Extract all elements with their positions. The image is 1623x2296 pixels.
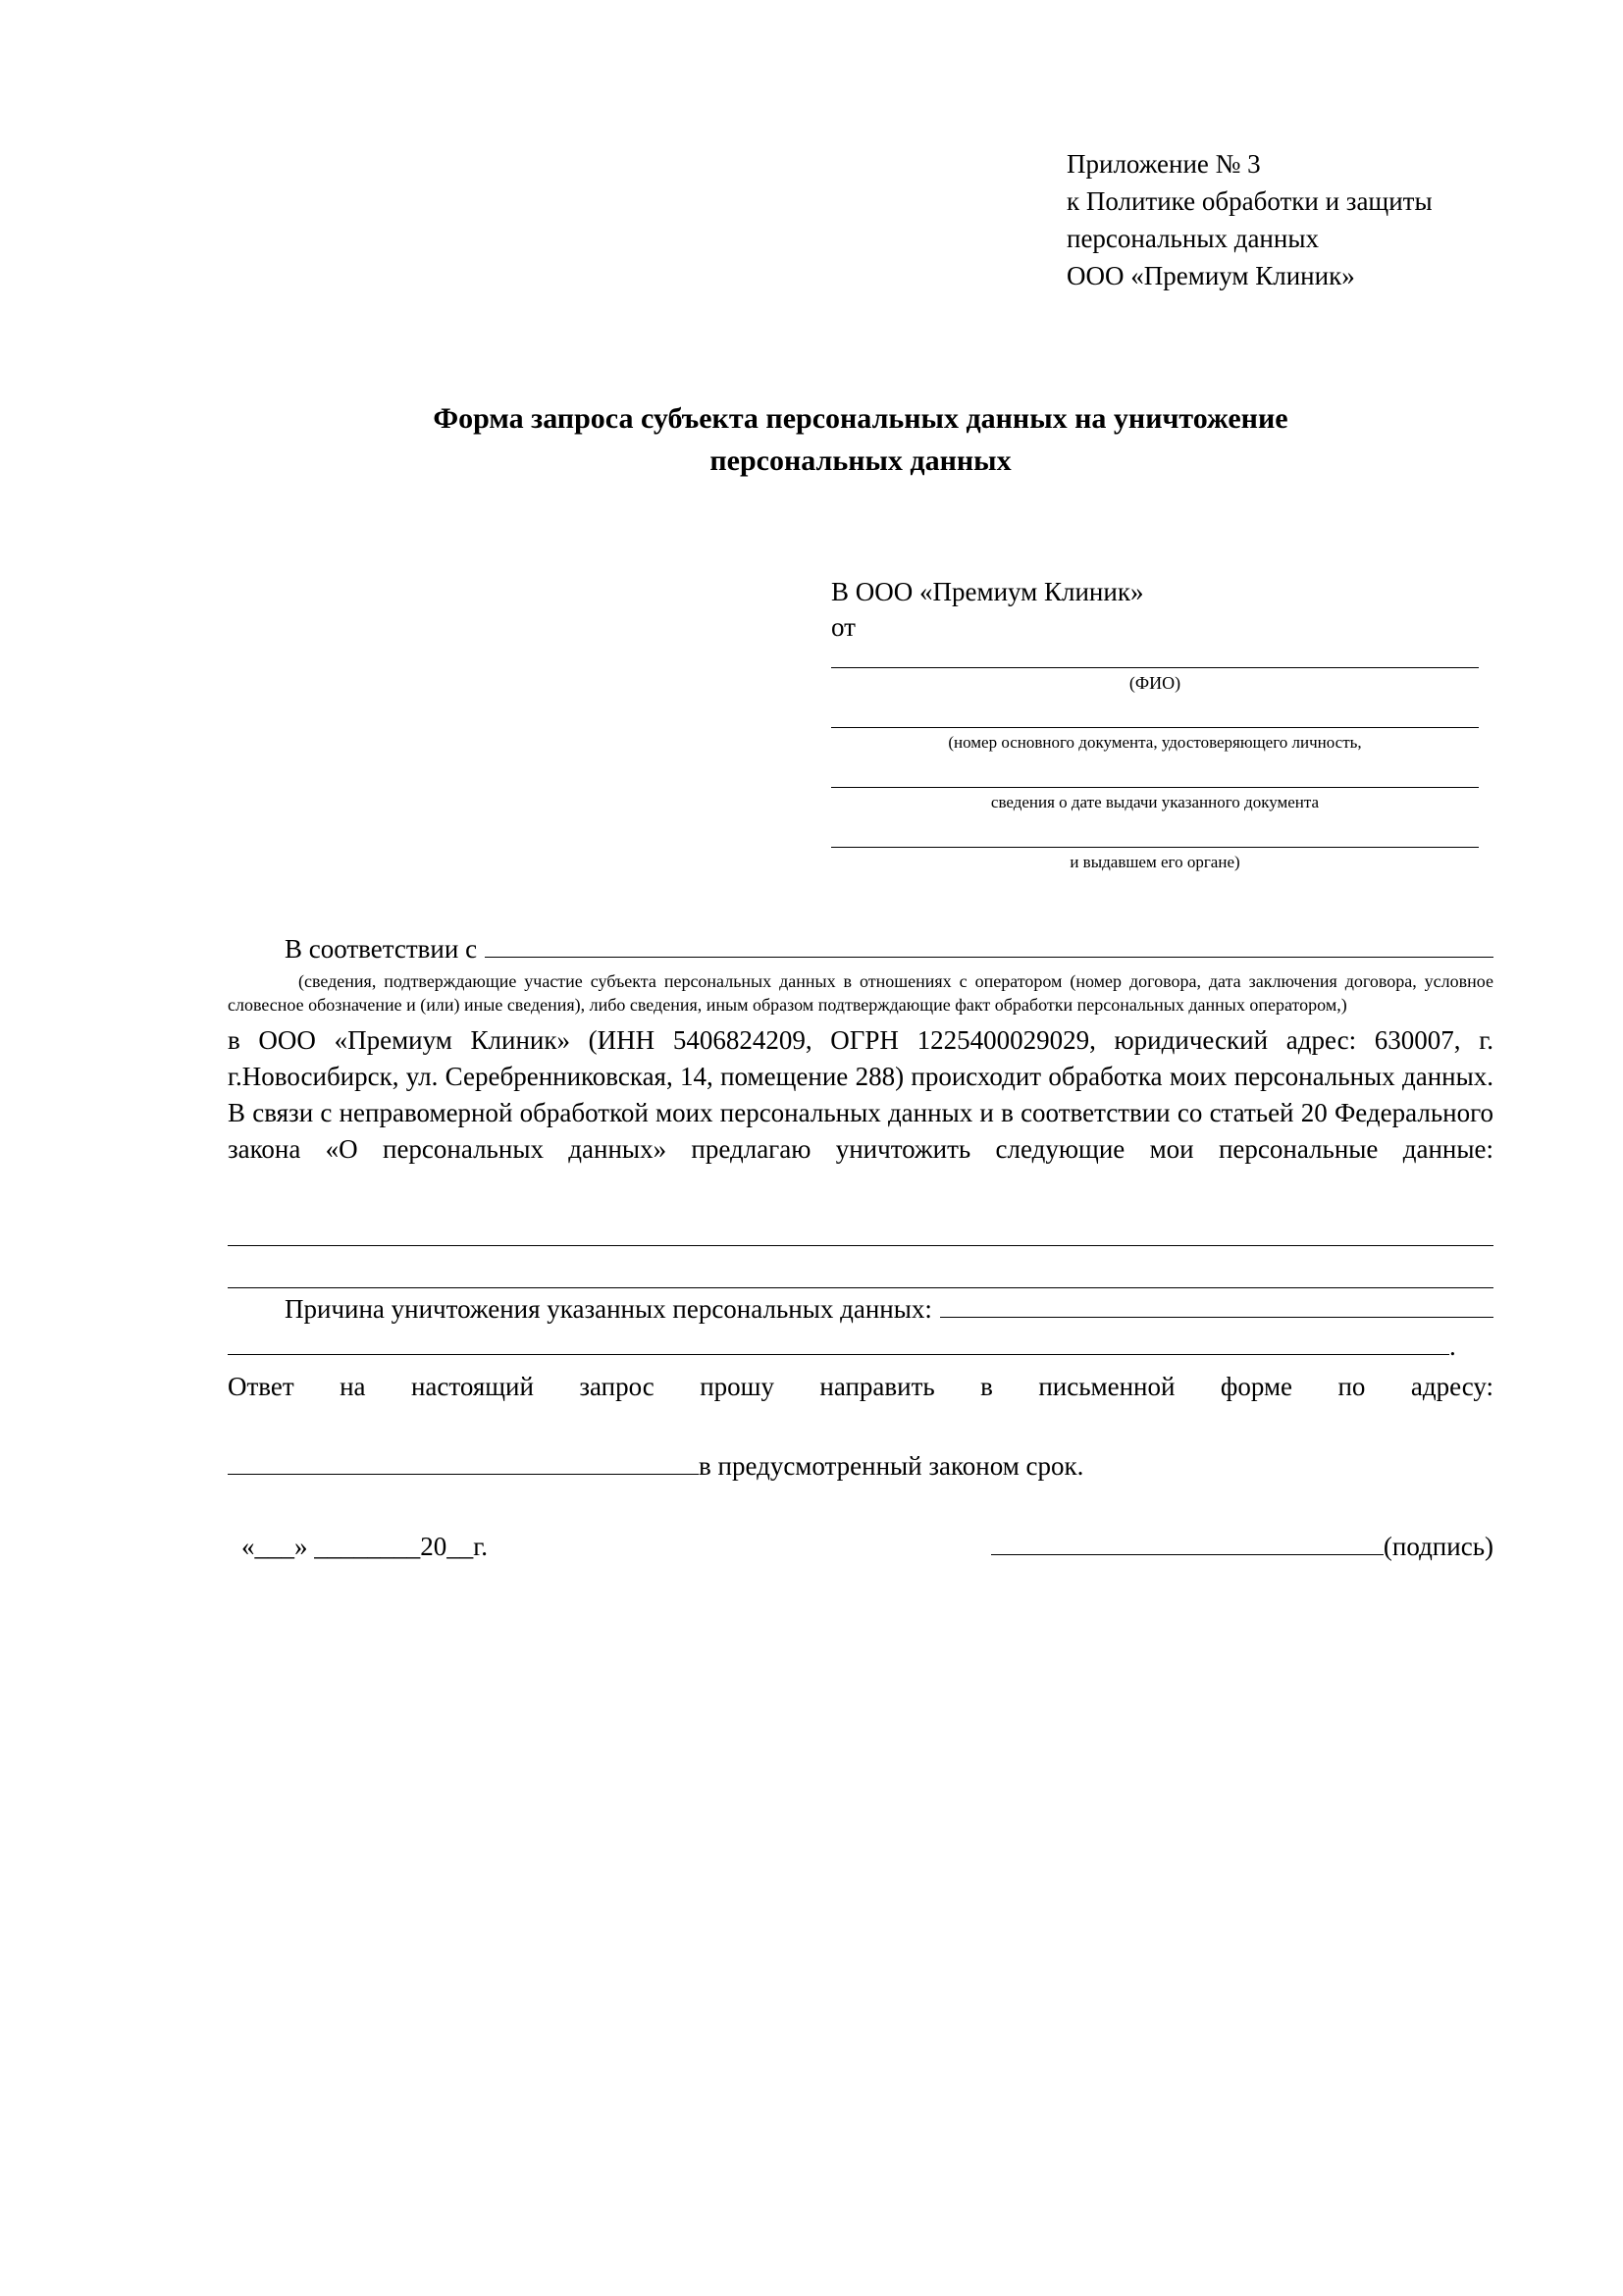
reason-tail-row (228, 1330, 1493, 1363)
reason-period: . (1449, 1331, 1456, 1361)
answer-address-tail: в предусмотренный законом срок. (699, 1451, 1084, 1481)
addressee-from-label: от (831, 612, 856, 642)
addressee-organization: В ООО «Премиум Клиник» (831, 577, 1144, 606)
in-accordance-note-line-1: (сведения, подтверждающие участие субъекта персональных данных в отношениях с оператором (номер договора, дата (298, 971, 1241, 991)
in-accordance-label: В соответствии с (285, 934, 478, 964)
page-title (228, 397, 1493, 482)
in-accordance-note (228, 969, 1493, 1017)
signature-input-line[interactable] (991, 1533, 1384, 1555)
page-title-line-1: Форма запроса субъекта персональных данных на уничтожение (433, 402, 1288, 435)
reason-label: Причина уничтожения указанных персональных данных: (285, 1294, 932, 1324)
document-organ-caption: и выдавшем его органе) (1070, 853, 1240, 871)
body-text (228, 932, 1493, 1563)
document-date-caption: сведения о дате выдачи указанного документа (990, 793, 1320, 811)
appendix-policy-line-2: персональных данных (1067, 224, 1319, 253)
document-organ-input-line[interactable] (831, 825, 1479, 848)
appendix-number: Приложение № 3 (1067, 149, 1261, 179)
reason-input-line-2[interactable] (228, 1332, 1449, 1355)
date-field[interactable]: «___» ________20__г. (241, 1532, 489, 1561)
appendix-policy-line-1: к Политике обработки и защиты (1067, 186, 1433, 216)
document-number-input-line[interactable] (831, 705, 1479, 728)
appendix-reference-block (1067, 145, 1493, 294)
signature-row (228, 1530, 1493, 1563)
spacer-1 (831, 696, 1479, 705)
in-accordance-note-line-3: обработки персональных данных оператором,) (994, 995, 1347, 1015)
in-accordance-input-line[interactable] (485, 937, 1493, 958)
fio-caption: (ФИО) (1128, 673, 1181, 693)
main-paragraph: в ООО «Премиум Клиник» (ИНН 5406824209, ОГРН 1225400029029, юридический адрес: 630007, г. г.Новосибирск, ул. Серебренниковская, 14, помещение 288) происходит обработка моих персональных данных. В связи с неправомерной обработкой моих персональных данных и в соответствии со статьей 20 Федерального закона «О персональных данных» предлагаю уничтожить следующие мои персональные данные: (228, 1025, 1493, 1164)
document-number-caption: (номер основного документа, удостоверяющего личность, (948, 733, 1362, 752)
fio-input-line[interactable] (831, 646, 1479, 668)
answer-paragraph: Ответ на настоящий запрос прошу направить в письменной форме по адресу: (228, 1372, 1493, 1401)
page-title-line-2: персональных данных (709, 444, 1012, 477)
spacer-3 (831, 815, 1479, 825)
reason-input-line-1[interactable] (940, 1295, 1493, 1318)
answer-address-row (228, 1449, 1493, 1483)
appendix-company-name: ООО «Премиум Клиник» (1067, 261, 1355, 290)
document-content (228, 0, 1493, 1563)
spacer-2 (831, 756, 1479, 765)
personal-data-input-line-2[interactable] (228, 1252, 1493, 1288)
reason-row (228, 1292, 1493, 1326)
addressee-block (831, 575, 1479, 875)
personal-data-input-line-1[interactable] (228, 1210, 1493, 1246)
answer-address-input-line[interactable] (228, 1452, 699, 1475)
document-date-input-line[interactable] (831, 765, 1479, 788)
signature-caption: (подпись) (1383, 1532, 1493, 1561)
in-accordance-note-line-2: заключения договора, условное словесное обозначение и (или) иные сведения), либо сведения, иным образом подтверждающие факт (228, 971, 1493, 1015)
in-accordance-row (228, 932, 1493, 965)
